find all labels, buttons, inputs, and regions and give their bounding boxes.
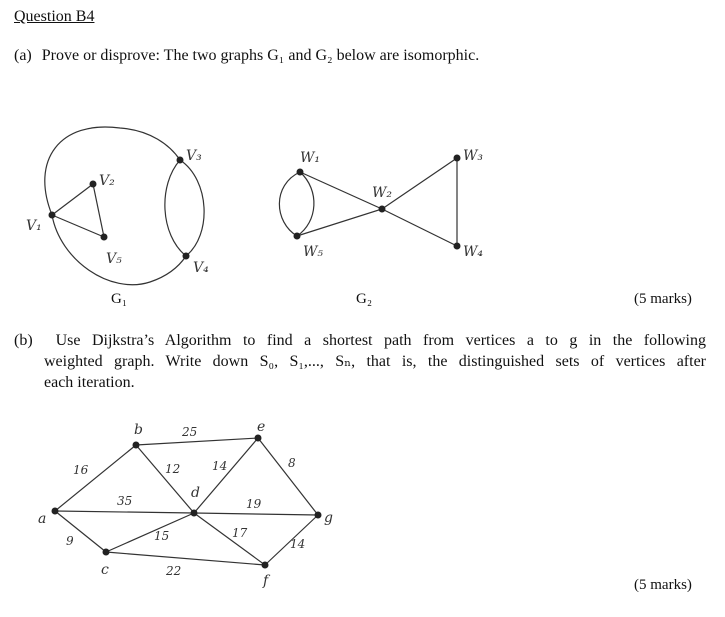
g2-label-w4: W₄ (463, 244, 484, 260)
vertex-label-c: c (101, 562, 109, 578)
weight-b-d: 12 (165, 462, 181, 476)
g2-vertex-w3 (454, 155, 461, 162)
g2-edge-w1-w5-left (279, 172, 300, 236)
g1-caption: G₁ (111, 291, 128, 307)
g2-edge-w1-w5-right (297, 172, 314, 236)
graph-g1 (45, 127, 204, 285)
weight-a-c: 9 (66, 534, 74, 548)
weight-e-g: 8 (288, 456, 296, 470)
part-b-marks: (5 marks) (634, 577, 692, 593)
weight-a-d: 35 (117, 494, 133, 508)
g2-label-w2: W₂ (372, 185, 393, 201)
vertex-label-g: g (324, 510, 333, 526)
g1-label-v4: V₄ (193, 260, 209, 276)
part-b-question (14, 330, 706, 393)
edge-b-e (136, 438, 258, 445)
weight-d-e: 14 (212, 459, 228, 473)
edge-d-f (194, 513, 265, 565)
graph-g2 (279, 158, 457, 246)
part-b-line-1 (14, 330, 706, 351)
g2-edge-w2-w3 (382, 158, 457, 209)
g1-label-v5: V₅ (106, 251, 122, 267)
edge-c-d (106, 513, 194, 552)
question-heading: Question B4 (14, 8, 95, 25)
vertex-label-e: e (257, 419, 266, 435)
weight-a-b: 16 (73, 463, 89, 477)
edge-b-d (136, 445, 194, 513)
g2-vertex-w1 (297, 169, 304, 176)
g1-edge-v3-v4-right (180, 160, 204, 256)
part-b-line-2: weighted graph. Write down S₀, S₁,..., Sₙ, that is, the distinguished sets of vertices after (44, 353, 706, 370)
g1-vertex-v2 (90, 181, 97, 188)
g1-edge-v3-v4-left (165, 160, 186, 256)
g1-label-v2: V₂ (99, 173, 115, 189)
g1-edge-v1-v4 (52, 215, 186, 285)
g2-label-w5: W₅ (303, 244, 324, 260)
vertex-label-a: a (38, 511, 47, 527)
g2-vertex-w5 (294, 233, 301, 240)
weighted-graph (55, 438, 318, 565)
weight-c-d: 15 (154, 529, 170, 543)
part-b-line-3: each iteration. (44, 374, 135, 391)
g1-vertex-v4 (183, 253, 190, 260)
weight-c-f: 22 (166, 564, 182, 578)
vertex-b (133, 442, 140, 449)
vertex-a (52, 508, 59, 515)
vertex-g (315, 512, 322, 519)
weight-f-g: 14 (290, 537, 306, 551)
weight-d-g: 19 (246, 497, 262, 511)
edge-c-f (106, 552, 265, 565)
edge-d-g (194, 513, 318, 515)
g2-vertex-w2 (379, 206, 386, 213)
weight-b-e: 25 (182, 425, 198, 439)
g2-vertex-w4 (454, 243, 461, 250)
g1-vertex-v5 (101, 234, 108, 241)
g1-edge-v1-v3 (45, 127, 180, 215)
edge-a-d (55, 511, 194, 513)
vertex-e (255, 435, 262, 442)
g1-vertex-v3 (177, 157, 184, 164)
part-b-text-1: Use Dijkstra’s Algorithm to find a shortest path from vertices a to g in the following (55, 332, 706, 349)
part-a-label: (a) (14, 47, 32, 64)
g1-label-v3: V₃ (186, 148, 202, 164)
part-b-label: (b) (14, 332, 33, 349)
g2-label-w1: W₁ (300, 150, 321, 166)
vertex-d (191, 510, 198, 517)
g1-label-v1: V₁ (26, 218, 42, 234)
g2-label-w3: W₃ (463, 148, 484, 164)
vertex-f (262, 562, 269, 569)
vertex-label-f: f (263, 573, 269, 589)
edge-e-g (258, 438, 318, 515)
g1-edge-v1-v5 (52, 215, 104, 237)
vertex-label-b: b (134, 422, 143, 438)
g2-edge-w2-w4 (382, 209, 457, 246)
g1-edge-v1-v2 (52, 184, 93, 215)
edge-a-c (55, 511, 106, 552)
part-a-marks: (5 marks) (634, 291, 692, 307)
vertex-c (103, 549, 110, 556)
weight-d-f: 17 (232, 526, 248, 540)
g1-edge-v2-v5 (93, 184, 104, 237)
vertex-label-d: d (191, 485, 200, 501)
g1-vertex-v1 (49, 212, 56, 219)
part-a-text: Prove or disprove: The two graphs G₁ and G₂ below are isomorphic. (41, 47, 480, 64)
g2-caption: G₂ (356, 291, 373, 307)
